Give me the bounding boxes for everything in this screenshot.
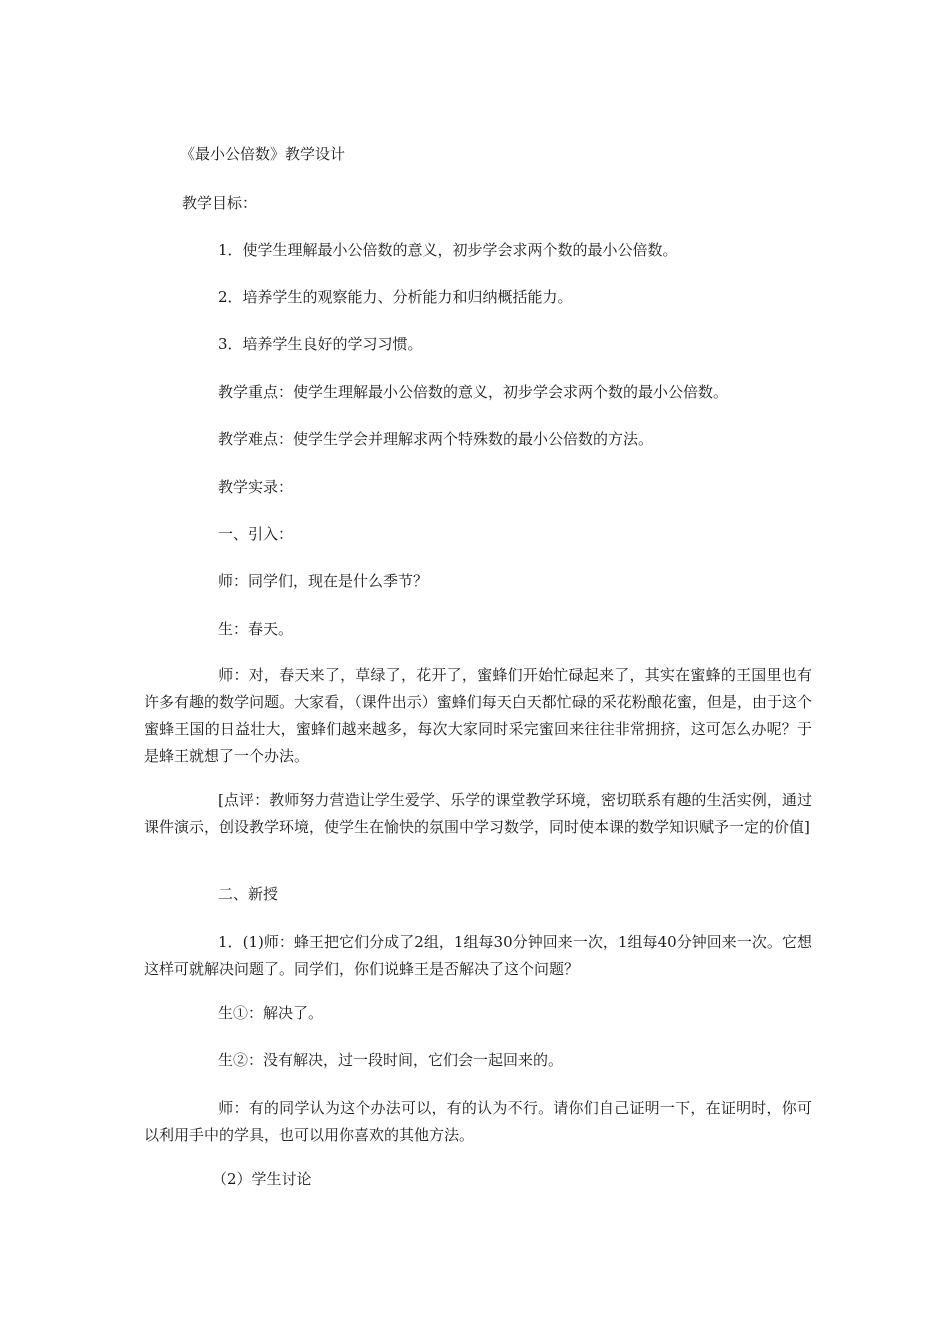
item-1-paragraph xyxy=(144,929,812,983)
objective-2: 2．培养学生的观察能力、分析能力和归纳概括能力。 xyxy=(218,288,573,306)
student-reply-1: 生①：解决了。 xyxy=(218,1004,324,1022)
record-heading: 教学实录： xyxy=(218,478,294,496)
item-1-text: 1．(1)师：蜂王把它们分成了2组，1组每30分钟回来一次，1组每40分钟回来一次。它想这样可就解决问题了。同学们，你们说蜂王是否解决了这个问题？ xyxy=(144,933,812,978)
difficulty: 教学难点：使学生学会并理解求两个特殊数的最小公倍数的方法。 xyxy=(218,430,654,448)
student-reply-2: 生②：没有解决，过一段时间，它们会一起回来的。 xyxy=(218,1051,564,1069)
teacher-story-paragraph xyxy=(144,662,812,770)
objective-1: 1．使学生理解最小公倍数的意义，初步学会求两个数的最小公倍数。 xyxy=(218,241,678,259)
section-1-heading: 一、引入： xyxy=(218,525,294,543)
comment-paragraph xyxy=(144,787,812,841)
section-2-heading: 二、新授 xyxy=(218,885,279,903)
document-title: 《最小公倍数》教学设计 xyxy=(180,145,346,163)
student-answer: 生：春天。 xyxy=(218,620,294,638)
teacher-instruction-text: 师：有的同学认为这个办法可以，有的认为不行。请你们自己证明一下，在证明时，你可以利用手中的学具，也可以用你喜欢的其他方法。 xyxy=(144,1099,812,1144)
objective-3: 3．培养学生良好的学习习惯。 xyxy=(218,335,423,353)
objectives-heading: 教学目标： xyxy=(182,194,258,212)
teacher-story-text: 师：对，春天来了，草绿了，花开了，蜜蜂们开始忙碌起来了，其实在蜜蜂的王国里也有许多有趣的数学问题。大家看，（课件出示）蜜蜂们每天白天都忙碌的采花粉酿花蜜，但是，由于这个蜜蜂王国的日益壮大，蜜蜂们越来越多，每次大家同时采完蜜回来往往非常拥挤，这可怎么办呢？于是蜂王就想了一个办法。 xyxy=(144,666,812,765)
key-point: 教学重点：使学生理解最小公倍数的意义，初步学会求两个数的最小公倍数。 xyxy=(218,383,729,401)
comment-text: [点评：教师努力营造让学生爱学、乐学的课堂教学环境，密切联系有趣的生活实例，通过课件演示，创设教学环境，使学生在愉快的氛围中学习数学，同时使本课的数学知识赋予一定的价值] xyxy=(144,791,812,836)
teacher-instruction-paragraph xyxy=(144,1095,812,1149)
teacher-question: 师：同学们，现在是什么季节？ xyxy=(218,572,429,590)
item-2: （2）学生讨论 xyxy=(212,1170,312,1188)
